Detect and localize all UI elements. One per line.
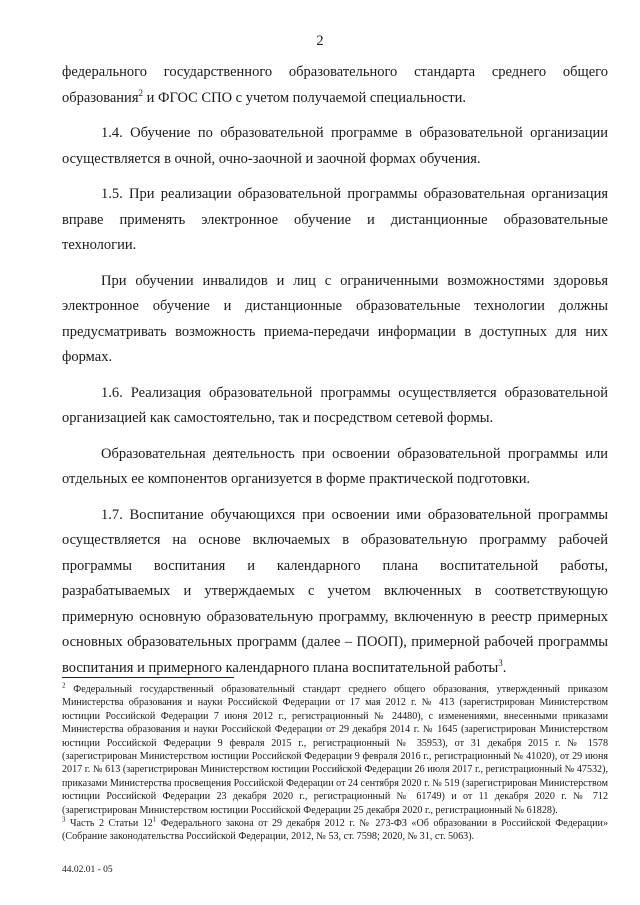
paragraph-1-4: 1.4. Обучение по образовательной программе в образовательной организации осуществляется в очной, очно-заочной и заочной формах обучения. — [62, 125, 608, 167]
footnote-ref-2[interactable]: 2 — [138, 87, 143, 98]
paragraph-practical-training: Образовательная деятельность при освоении образовательной программы или отдельных ее компонентов организуется в форме практической подготовки. — [62, 445, 608, 487]
footnotes — [62, 683, 608, 844]
paragraph-1-7: 1.7. Воспитание обучающихся при освоении ими образовательной программы осуществляется на основе включаемых в образовательную программу рабочей программы воспитания и календарного плана воспитательной работы, разрабатываемых и утверждаемых с учетом включенных в соответствующую примерную основную образовательную программу, включенную в реестр примерных основных образовательных программ (далее – ПООП), примерной рабочей программы воспитания и примерного календарного плана воспитательной работы$^3$. — [62, 506, 608, 676]
footnote-2: $^2$ Федеральный государственный образовательный стандарт среднего общего образования, утвержденный приказом Министерства образования и науки Российской Федерации от 17 мая 2012 г. № 413 (зарегистрирован Министерством юстиции Российской Федерации 7 июня 2012 г., регистрационный № 24480), с изменениями, внесенными приказами Министерства образования и науки Российской Федерации от 29 декабря 2014 г. № 1645 (зарегистрирован Министерством юстиции Российской Федерации 9 февраля 2015 г., регистрационный № 35953), от 31 декабря 2015 г. № 1578 (зарегистрирован Министерством юстиции Российской Федерации 9 февраля 2016 г., регистрационный № 41020), от 29 июня 2017 г. № 613 (зарегистрирован Министерством юстиции Российской Федерации 26 июля 2017 г., регистрационный № 47532), приказами Министерства просвещения Российской Федерации от 24 сентября 2020 г. № 519 (зарегистрирован Министерством юстиции Российской Федерации 23 декабря 2020 г., регистрационный № 61749) и от 11 декабря 2020 г. № 712 (зарегистрирован Министерством юстиции Российской Федерации 25 декабря 2020 г., регистрационный № 61828). — [62, 681, 608, 816]
page-number: 2 — [316, 33, 324, 49]
footnote-separator — [62, 677, 234, 678]
footnote-3: $^3$ Часть 2 Статьи $12^1$ Федерального закона от 29 декабря 2012 г. № 273-ФЗ «Об образовании в Российской Федерации» (Собрание законодательства Российской Федерации, 2012, № 53, ст. 7598; 2020, № 31, ст. 5063). — [62, 815, 609, 843]
paragraph-1: федерального государственного образовательного стандарта среднего общего образования$^2$ и ФГОС СПО с учетом получаемой специальности. — [62, 64, 608, 106]
paragraph-1-5: 1.5. При реализации образовательной программы образовательная организация вправе применять электронное обучение и дистанционные образовательные технологии. — [62, 186, 608, 253]
footnote-ref-3[interactable]: 3 — [498, 657, 503, 668]
body-text — [62, 60, 608, 681]
paragraph-disabled-persons: При обучении инвалидов и лиц с ограниченными возможностями здоровья электронное обучение и дистанционные образовательные технологии должны предусматривать возможность приема-передачи информации в доступных для них формах. — [62, 272, 608, 365]
paragraph-1-6: 1.6. Реализация образовательной программы осуществляется образовательной организацией как самостоятельно, так и посредством сетевой формы. — [62, 384, 608, 426]
document-code: 44.02.01 - 05 — [62, 865, 113, 875]
